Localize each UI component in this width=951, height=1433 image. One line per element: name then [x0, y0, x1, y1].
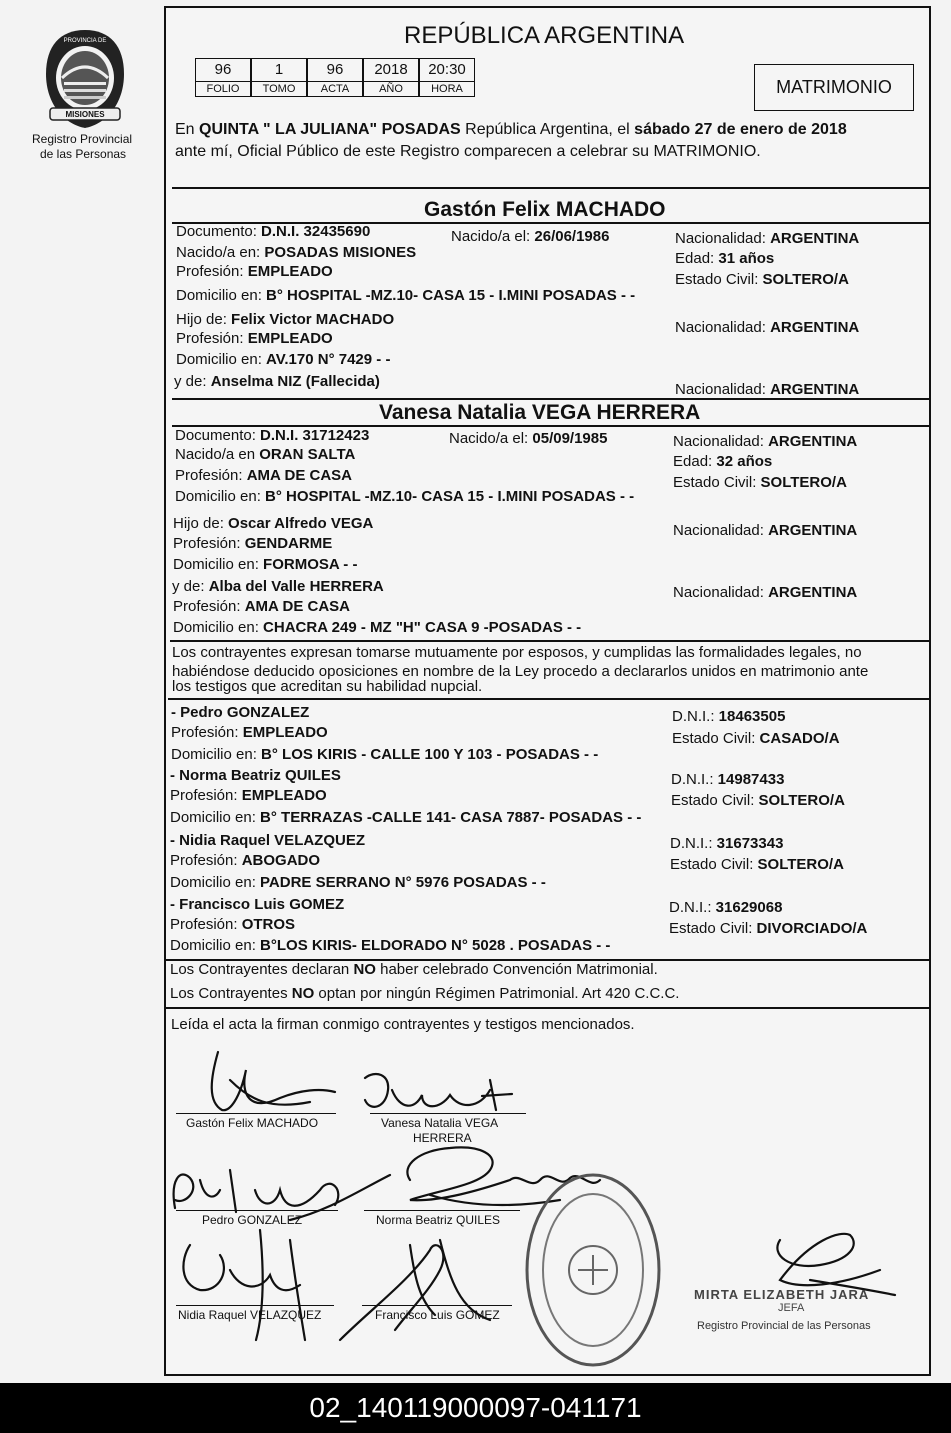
- spouse2-address: Domicilio en: B° HOSPITAL -MZ.10- CASA 15 - I.MINI POSADAS - -: [175, 488, 635, 505]
- spouse1-address: Domicilio en: B° HOSPITAL -MZ.10- CASA 15 - I.MINI POSADAS - -: [176, 287, 636, 304]
- signature-label-witness3: Nidia Raquel VELAZQUEZ: [178, 1308, 322, 1322]
- official-role: JEFA: [778, 1302, 805, 1314]
- spouse2-mother-nationality: Nacionalidad: ARGENTINA: [673, 584, 858, 601]
- intro-line-2: ante mí, Oficial Público de este Registro comparecen a celebrar su MATRIMONIO.: [175, 143, 761, 160]
- document-code: 02_140119000097-041171: [0, 1383, 951, 1433]
- spouse1-civil-status: Estado Civil: SOLTERO/A: [675, 271, 849, 288]
- year-label: AÑO: [363, 82, 419, 97]
- signature-label-spouse2-line2: HERRERA: [413, 1131, 472, 1145]
- declaration-line-2: habiéndose deducido oposiciones en nombre de la Ley procedo a declararlos unidos en matrimonio ante: [172, 663, 869, 680]
- spouse2-birthdate: Nacido/a el: 05/09/1985: [449, 430, 608, 447]
- spouse1-document: Documento: D.N.I. 32435690: [176, 223, 371, 240]
- acta-label: ACTA: [307, 82, 363, 97]
- witness-4-profession: Profesión: OTROS: [170, 916, 296, 933]
- witness-2-address: Domicilio en: B° TERRAZAS -CALLE 141- CASA 7887- POSADAS - -: [170, 809, 642, 826]
- signature-label-spouse2-line1: Vanesa Natalia VEGA: [381, 1116, 499, 1130]
- declaration-line-3: los testigos que acreditan su habilidad nupcial.: [172, 678, 483, 695]
- svg-text:PROVINCIA DE: PROVINCIA DE: [63, 38, 107, 44]
- province-seal-icon: [40, 26, 130, 130]
- spouse2-civil-status: Estado Civil: SOLTERO/A: [673, 474, 847, 491]
- spouse2-father-profession: Profesión: GENDARME: [173, 535, 333, 552]
- spouse1-birthplace: Nacido/a en: POSADAS MISIONES: [176, 244, 417, 261]
- official-name: MIRTA ELIZABETH JARA: [694, 1287, 870, 1302]
- act-type: MATRIMONIO: [776, 77, 892, 97]
- hour-value: 20:30: [419, 58, 475, 82]
- official-stamp: [518, 1160, 668, 1370]
- regime-statement: Los Contrayentes NO optan por ningún Régimen Patrimonial. Art 420 C.C.C.: [170, 985, 680, 1002]
- witness-3-dni: D.N.I.: 31673343: [670, 835, 784, 852]
- witness-2-profession: Profesión: EMPLEADO: [170, 787, 327, 804]
- year-value: 2018: [363, 58, 419, 82]
- province-logo: [40, 26, 130, 130]
- spouse2-father-address: Domicilio en: FORMOSA - -: [173, 556, 358, 573]
- signature-label-witness4: Francisco Luis GOMEZ: [375, 1308, 500, 1322]
- witness-4-address: Domicilio en: B°LOS KIRIS- ELDORADO N° 5028 . POSADAS - -: [170, 937, 611, 954]
- spouse1-mother: y de: Anselma NIZ (Fallecida): [174, 373, 380, 390]
- spouse2-birthplace: Nacido/a en ORAN SALTA: [175, 446, 356, 463]
- witness-1-dni: D.N.I.: 18463505: [672, 708, 786, 725]
- witness-1-name: - Pedro GONZALEZ: [171, 704, 310, 721]
- spouse2-mother-address: Domicilio en: CHACRA 249 - MZ "H" CASA 9 -POSADAS - -: [173, 619, 582, 636]
- spouse2-father-nationality: Nacionalidad: ARGENTINA: [673, 522, 858, 539]
- spouse1-age: Edad: 31 años: [675, 250, 775, 267]
- signature-label-witness2: Norma Beatriz QUILES: [376, 1213, 501, 1227]
- svg-text:MISIONES: MISIONES: [65, 110, 105, 119]
- witness-2-dni: D.N.I.: 14987433: [671, 771, 785, 788]
- logo-caption-line2: de las Personas: [40, 147, 127, 161]
- spouse1-mother-nationality: Nacionalidad: ARGENTINA: [675, 381, 860, 398]
- spouse2-document: Documento: D.N.I. 31712423: [175, 427, 370, 444]
- signature-label-spouse1: Gastón Felix MACHADO: [186, 1116, 319, 1130]
- hour-label: HORA: [419, 82, 475, 97]
- spouse2-father: Hijo de: Oscar Alfredo VEGA: [173, 515, 374, 532]
- spouse2-mother: y de: Alba del Valle HERRERA: [172, 578, 384, 595]
- act-type-box: [754, 64, 914, 111]
- spouse1-father-nationality: Nacionalidad: ARGENTINA: [675, 319, 860, 336]
- witness-2-civil-status: Estado Civil: SOLTERO/A: [671, 792, 845, 809]
- closing-statement: Leída el acta la firman conmigo contrayentes y testigos mencionados.: [171, 1016, 635, 1033]
- logo-caption-line1: Registro Provincial: [32, 132, 133, 146]
- intro-line-1: En QUINTA " LA JULIANA" POSADAS República Argentina, el sábado 27 de enero de 2018: [175, 121, 847, 138]
- spouse1-name: Gastón Felix MACHADO: [424, 198, 666, 221]
- witness-4-civil-status: Estado Civil: DIVORCIADO/A: [669, 920, 868, 937]
- tomo-value: 1: [251, 58, 307, 82]
- witness-3-address: Domicilio en: PADRE SERRANO N° 5976 POSADAS - -: [170, 874, 546, 891]
- spouse2-profession: Profesión: AMA DE CASA: [175, 467, 352, 484]
- spouse2-age: Edad: 32 años: [673, 453, 773, 470]
- witness-1-profession: Profesión: EMPLEADO: [171, 724, 328, 741]
- witness-3-civil-status: Estado Civil: SOLTERO/A: [670, 856, 844, 873]
- witness-4-name: - Francisco Luis GOMEZ: [170, 896, 345, 913]
- page-title: REPÚBLICA ARGENTINA: [404, 22, 685, 49]
- witness-4-dni: D.N.I.: 31629068: [669, 899, 783, 916]
- stamp-seal-icon: [518, 1160, 668, 1370]
- spouse2-mother-profession: Profesión: AMA DE CASA: [173, 598, 350, 615]
- folio-value: 96: [195, 58, 251, 82]
- tomo-label: TOMO: [251, 82, 307, 97]
- spouse1-father-profession: Profesión: EMPLEADO: [176, 330, 333, 347]
- witness-1-civil-status: Estado Civil: CASADO/A: [672, 730, 840, 747]
- spouse1-birthdate: Nacido/a el: 26/06/1986: [451, 228, 610, 245]
- convention-statement: Los Contrayentes declaran NO haber celebrado Convención Matrimonial.: [170, 961, 658, 978]
- acta-value: 96: [307, 58, 363, 82]
- spouse1-nationality: Nacionalidad: ARGENTINA: [675, 230, 860, 247]
- signature-label-witness1: Pedro GONZALEZ: [202, 1213, 303, 1227]
- spouse2-nationality: Nacionalidad: ARGENTINA: [673, 433, 858, 450]
- spouse1-father: Hijo de: Felix Victor MACHADO: [176, 311, 395, 328]
- witness-2-name: - Norma Beatriz QUILES: [170, 767, 341, 784]
- spouse1-father-address: Domicilio en: AV.170 N° 7429 - -: [176, 351, 391, 368]
- official-organization: Registro Provincial de las Personas: [697, 1320, 871, 1332]
- spouse1-profession: Profesión: EMPLEADO: [176, 263, 333, 280]
- spouse2-name: Vanesa Natalia VEGA HERRERA: [379, 401, 701, 424]
- folio-label: FOLIO: [195, 82, 251, 97]
- witness-1-address: Domicilio en: B° LOS KIRIS - CALLE 100 Y 103 - POSADAS - -: [171, 746, 599, 763]
- declaration-line-1: Los contrayentes expresan tomarse mutuamente por esposos, y cumplidas las formalidades legales, no: [172, 644, 862, 661]
- witness-3-name: - Nidia Raquel VELAZQUEZ: [170, 832, 366, 849]
- witness-3-profession: Profesión: ABOGADO: [170, 852, 321, 869]
